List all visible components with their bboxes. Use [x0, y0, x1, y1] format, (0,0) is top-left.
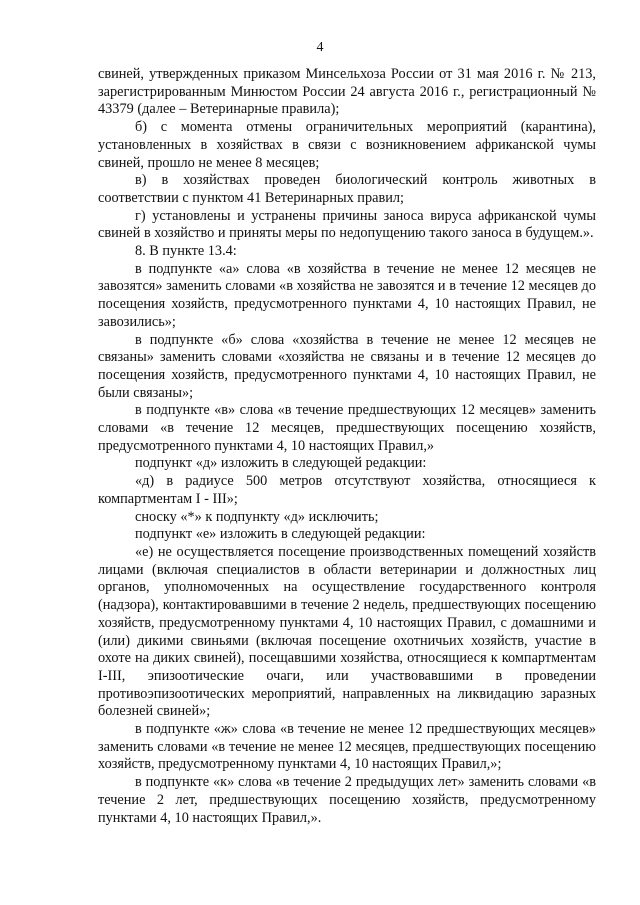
- paragraph: в подпункте «в» слова «в течение предшествующих 12 месяцев» заменить словами «в течение 12 месяцев, предшествующих посещению хозяйств, предусмотренного пунктами 4, 10 настоящих Правил,»: [98, 402, 596, 454]
- paragraph: в) в хозяйствах проведен биологический контроль животных в соответствии с пунктом 41 Ветеринарных правил;: [98, 172, 596, 206]
- paragraph: «е) не осуществляется посещение производственных помещений хозяйств лицами (включая специалистов в области ветеринарии и должностных лиц органов, уполномоченных на осуществление государственного контроля (надзора), контактировавшими в течение 2 недель, предшествующих посещению хозяйств, предусмотренному пунктами 4, 10 настоящих Правил, с домашними и (или) дикими свиньями (включая посещение охотничьих хозяйств, участие в охоте на диких свиней), посещавшими хозяйства, относящиеся к компартментам I-III, эпизоотические очаги, или участвовавшими в проведении противоэпизоотических мероприятий, направленных на ликвидацию заразных болезней свиней»;: [98, 543, 596, 720]
- page-number: 4: [316, 40, 324, 55]
- paragraph: г) установлены и устранены причины заноса вируса африканской чумы свиней в хозяйство и приняты меры по недопущению такого заноса в будущем.».: [98, 207, 596, 242]
- paragraph: б) с момента отмены ограничительных мероприятий (карантина), установленных в хозяйствах в связи с возникновением африканской чумы свиней, прошло не менее 8 месяцев;: [98, 119, 596, 171]
- paragraph: свиней, утвержденных приказом Минсельхоза России от 31 мая 2016 г. № 213, зарегистрированным Минюстом России 24 августа 2016 г., регистрационный № 43379 (далее – Ветеринарные правила);: [98, 66, 596, 118]
- paragraph: в подпункте «к» слова «в течение 2 предыдущих лет» заменить словами «в течение 2 лет, предшествующих посещению хозяйств, предусмотренному пунктами 4, 10 настоящих Правил,».: [98, 774, 596, 826]
- paragraph: 8. В пункте 13.4:: [135, 243, 237, 260]
- paragraph: сноску «*» к подпункту «д» исключить;: [135, 508, 379, 525]
- paragraph: «д) в радиусе 500 метров отсутствуют хозяйства, относящиеся к компартментам I - III»;: [98, 473, 596, 507]
- document-body: [98, 66, 596, 827]
- paragraph: подпункт «е» изложить в следующей редакции:: [135, 526, 426, 543]
- paragraph: в подпункте «а» слова «в хозяйства в течение не менее 12 месяцев не завозятся» заменить словами «в хозяйства не завозятся и в течение 12 месяцев до посещения хозяйств, предусмотренного пунктами 4, 10 настоящих Правил, не завозились»;: [98, 260, 596, 330]
- paragraph: подпункт «д» изложить в следующей редакции:: [135, 455, 427, 472]
- paragraph: в подпункте «б» слова «хозяйства в течение не менее 12 месяцев не связаны» заменить словами «хозяйства не связаны и в течение 12 месяцев до посещения хозяйств, предусмотренного пунктами 4, 10 настоящих Правил, не были связаны»;: [98, 331, 596, 401]
- paragraph: в подпункте «ж» слова «в течение не менее 12 предшествующих месяцев» заменить словами «в течение не менее 12 месяцев, предшествующих посещению хозяйств, предусмотренному пунктами 4, 10 настоящих Правил,»;: [98, 721, 596, 773]
